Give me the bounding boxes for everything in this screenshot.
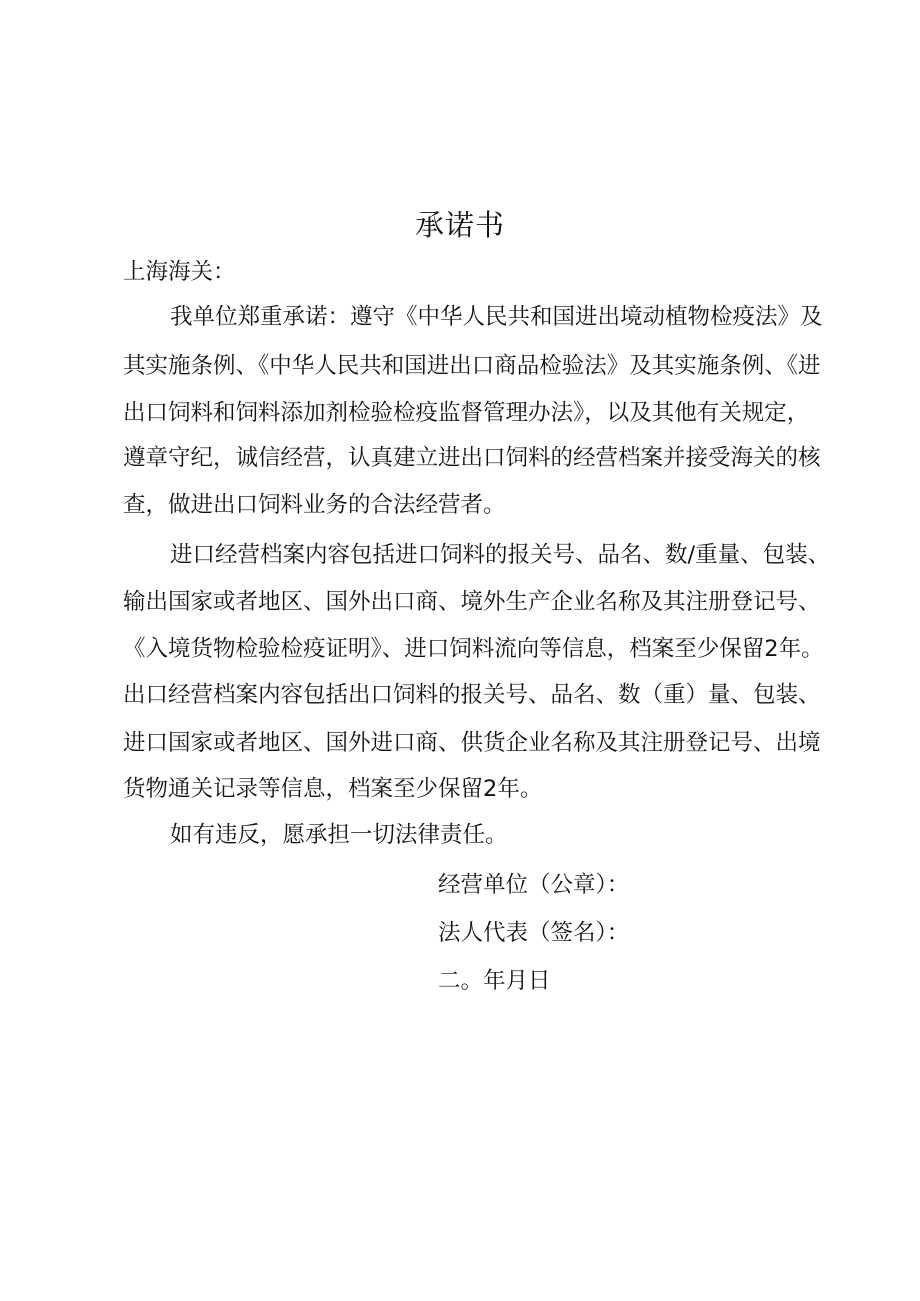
paragraph-line: 出口经营档案内容包括出口饲料的报关号、品名、数（重）量、包装、 xyxy=(123,682,821,708)
paragraph-line: 如有违反，愿承担一切法律责任。 xyxy=(170,822,508,848)
signature-date-label: 二。年月日 xyxy=(438,968,551,994)
signature-unit-label: 经营单位（公章）： xyxy=(438,872,630,898)
paragraph-line: 出口饲料和饲料添加剂检验检疫监督管理办法》，以及其他有关规定， xyxy=(123,400,810,426)
paragraph-line: 其实施条例、《中华人民共和国进出口商品检验法》及其实施条例、《进 xyxy=(123,353,821,379)
paragraph-line: 货物通关记录等信息，档案至少保留2年。 xyxy=(123,776,543,802)
signature-representative-label: 法人代表（签名）： xyxy=(438,920,630,946)
paragraph-line: 我单位郑重承诺：遵守《中华人民共和国进出境动植物检疫法》及 xyxy=(170,304,823,330)
paragraph-line: 遵章守纪，诚信经营，认真建立进出口饲料的经营档案并接受海关的核 xyxy=(123,445,821,471)
document-title: 承诺书 xyxy=(414,208,505,242)
paragraph-line: 《入境货物检验检疫证明》、进口饲料流向等信息，档案至少保留2年。 xyxy=(123,636,824,662)
paragraph-line: 输出国家或者地区、国外出口商、境外生产企业名称及其注册登记号、 xyxy=(123,589,821,615)
addressee: 上海海关： xyxy=(123,259,236,285)
paragraph-line: 进口国家或者地区、国外进口商、供货企业名称及其注册登记号、出境 xyxy=(123,730,821,756)
paragraph-line: 进口经营档案内容包括进口饲料的报关号、品名、数/重量、包装、 xyxy=(170,542,831,568)
paragraph-line: 查，做进出口饲料业务的合法经营者。 xyxy=(123,492,506,518)
